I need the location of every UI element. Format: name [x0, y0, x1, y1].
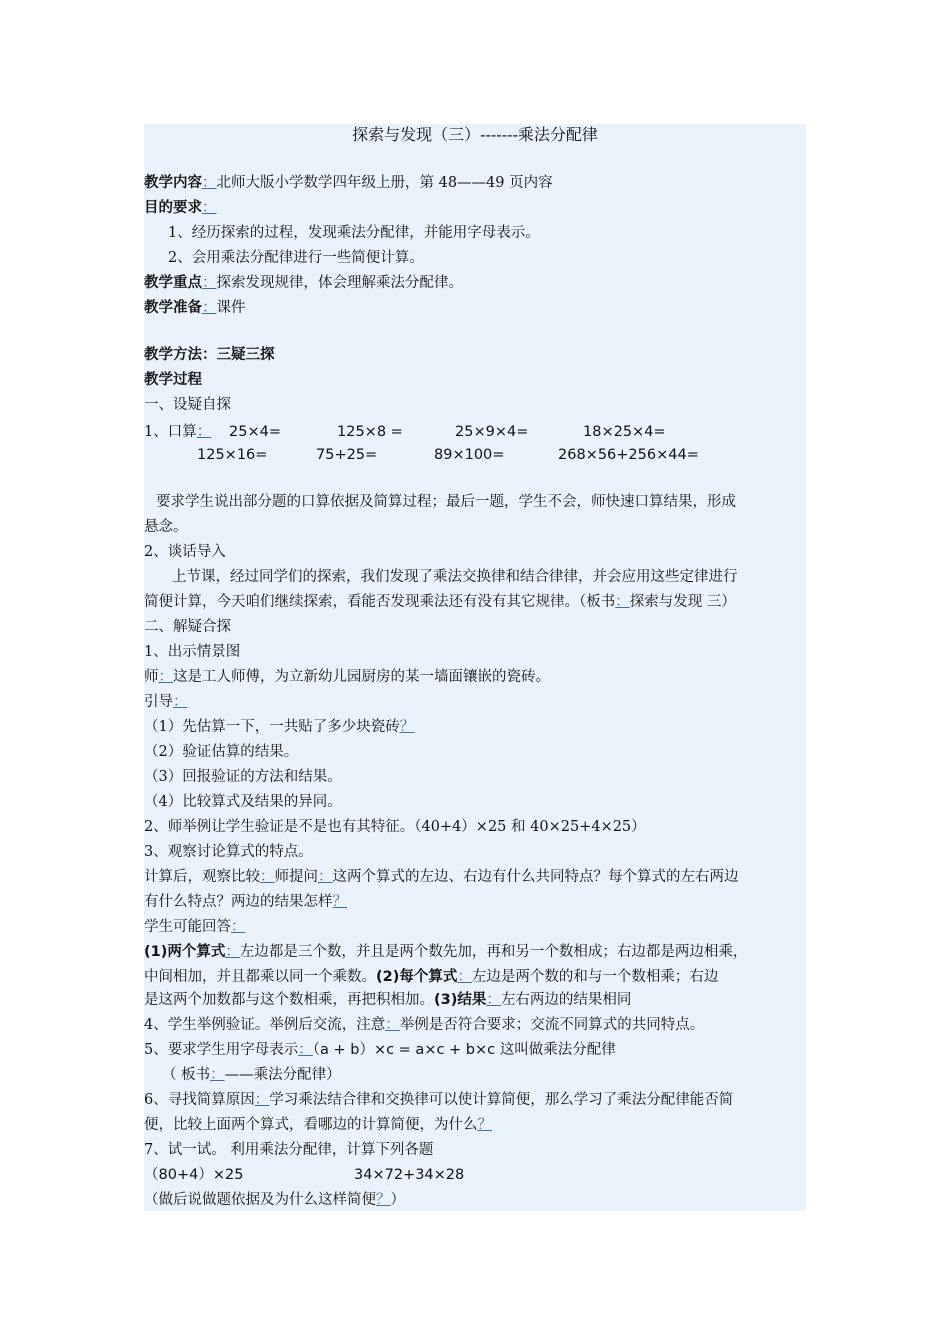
talk-line-1: 上节课，经过同学们的探索，我们发现了乘法交换律和结合律律，并会应用这些定律进行: [172, 569, 738, 585]
answer-heading: 学生可能回答：: [144, 919, 246, 935]
requirement-line-1: 要求学生说出部分题的口算依据及简算过程；最后一题，学生不会，师快速口算结果，形成: [156, 494, 736, 510]
teaching-prep: 教学准备：课件: [144, 300, 246, 316]
oral-item: 89×100=: [434, 447, 505, 463]
teaching-focus: 教学重点：探索发现规律，体会理解乘法分配律。: [144, 275, 463, 291]
talk-heading: 2、谈话导入: [144, 544, 226, 560]
practice-item: 34×72+34×28: [354, 1167, 465, 1183]
step-6-line-1: 6、寻找简算原因：学习乘法结合律和交换律可以使计算简便，那么学习了乘法分配律能否简: [144, 1092, 734, 1108]
answer-line-2: 中间相加，并且都乘以同一个乘数。(2)每个算式：左边是两个数的和与一个数相乘；右边: [144, 969, 719, 985]
goals-heading: 目的要求：: [144, 200, 217, 216]
guide-item-2: （2）验证估算的结果。: [144, 744, 299, 760]
teaching-method: 教学方法：三疑三探: [144, 347, 275, 363]
guide-item-3: （3）回报验证的方法和结果。: [144, 769, 342, 785]
show-scene: 1、出示情景图: [144, 644, 241, 660]
step-7: 7、试一试。 利用乘法分配律，计算下列各题: [144, 1142, 434, 1158]
guide-item-1: （1）先估算一下，一共贴了多少块瓷砖？: [144, 719, 415, 735]
oral-calc-row-1: 1、口算：: [144, 424, 212, 440]
step-5: 5、要求学生用字母表示：（a + b）×c = a×c + b×c 这叫做乘法分配律: [144, 1042, 616, 1058]
answer-line-3: 是这两个加数都与这个数相乘，再把积相加。(3)结果：左右两边的结果相同: [144, 992, 632, 1008]
goal-item-2: 2、会用乘法分配律进行一些简便计算。: [168, 250, 424, 266]
guide-item-4: （4）比较算式及结果的异同。: [144, 794, 342, 810]
step-6-line-2: 便，比较上面两个算式，看哪边的计算简便，为什么？: [144, 1117, 492, 1133]
oral-item: 25×4=: [229, 424, 281, 440]
calc-line-2: 有什么特点？两边的结果怎样？: [144, 894, 347, 910]
oral-item: 25×9×4=: [455, 424, 529, 440]
step-4: 4、学生举例验证。举例后交流，注意：举例是否符合要求；交流不同算式的共同特点。: [144, 1017, 705, 1033]
example-2: 2、师举例让学生验证是不是也有其特征。（40+4）×25 和 40×25+4×25）: [144, 819, 646, 835]
page-title: 探索与发现（三）-------乘法分配律: [352, 125, 598, 144]
board-note: （ 板书：——乘法分配律）: [162, 1067, 341, 1083]
oral-item: 75+25=: [316, 447, 378, 463]
section-1-heading: 一、设疑自探: [144, 397, 231, 413]
example-3: 3、观察讨论算式的特点。: [144, 844, 313, 860]
section-2-heading: 二、解疑合探: [144, 619, 231, 635]
guide-heading: 引导：: [144, 694, 188, 710]
teaching-content: 教学内容：北师大版小学数学四年级上册，第 48——49 页内容: [144, 175, 553, 191]
teaching-process: 教学过程: [144, 372, 202, 388]
calc-line-1: 计算后，观察比较：师提问：这两个算式的左边、右边有什么共同特点？每个算式的左右两边: [144, 869, 739, 885]
teacher-line: 师：这是工人师傅，为立新幼儿园厨房的某一墙面镶嵌的瓷砖。: [144, 669, 550, 685]
oral-item: 125×8 =: [337, 424, 403, 440]
practice-item: （80+4）×25: [144, 1167, 244, 1183]
final-note: （做后说做题依据及为什么这样简便？）: [144, 1192, 405, 1208]
oral-item: 125×16=: [197, 447, 268, 463]
oral-item: 18×25×4=: [583, 424, 666, 440]
answer-line-1: (1)两个算式：左边都是三个数，并且是两个数先加，再和另一个数相成；右边都是两边相乘，: [144, 944, 748, 960]
requirement-line-2: 悬念。: [144, 519, 188, 535]
oral-item: 268×56+256×44=: [558, 447, 699, 463]
goal-item-1: 1、经历探索的过程，发现乘法分配律，并能用字母表示。: [168, 225, 540, 241]
talk-line-2: 简便计算，今天咱们继续探索，看能否发现乘法还有没有其它规律。（板书：探索与发现 三）: [144, 594, 736, 610]
